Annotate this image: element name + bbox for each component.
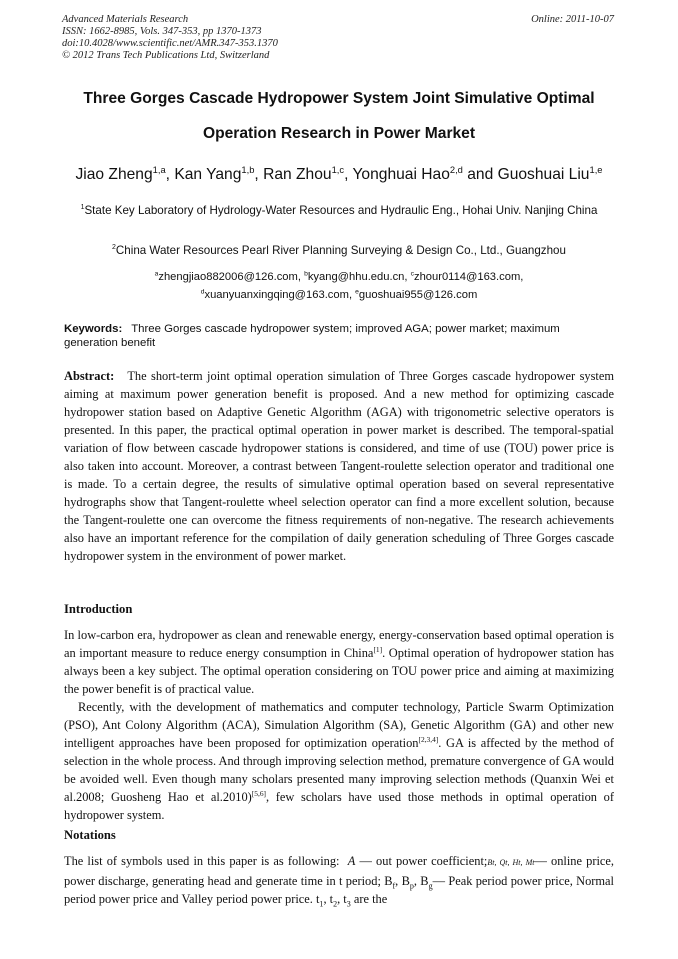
- author-separator: ,: [344, 166, 353, 183]
- author-list: [30, 166, 648, 184]
- notations-heading: Notations: [64, 828, 116, 842]
- email-e[interactable]: guoshuai955@126.com: [358, 289, 478, 301]
- email-d[interactable]: xuanyuanxingqing@163.com,: [204, 289, 353, 301]
- author-affil-mark: 1,b: [241, 164, 255, 175]
- introduction-paragraph-2: Recently, with the development of mathematics and computer technology, Particle Swarm Optimization (PSO), Ant Colony Algorithm (ACA), Simulation Algorithm (SA), Genetic Algorithm (GA) and other new intelligent approaches have been proposed for optimization operation[2,3,4]. GA is affected by the method of selection in the whole process. And through improving selection method, premature convergence of GA would be avoided well. Even though many scholars presented many improving selection methods (Quanxin Wei et al.2008; Guosheng Hao et al.2010)[5,6], few scholars have used those methods in optimal operation of hydropower system.: [64, 700, 614, 822]
- affiliation-2: [62, 242, 616, 260]
- author-name: Kan Yang: [174, 166, 242, 183]
- author-separator: ,: [254, 166, 264, 183]
- author-affil-mark: 1,c: [331, 164, 345, 175]
- notations-paragraph: The list of symbols used in this paper is as following: A — out power coefficient;Bt, Qt, Ht, Mt— online price, power discharge, generating head and generate time in t period; $B_f$, $B_p$, $B_g—$ Peak period power price, Normal period power price and Valley period power price. $t_1$, $t_2$, $t_3$ are the: [64, 854, 614, 909]
- doi-line[interactable]: doi:10.4028/www.scientific.net/AMR.347-353.1370: [62, 38, 278, 49]
- affiliation-text: State Key Laboratory of Hydrology-Water Resources and Hydraulic Eng., Hohai Univ. Nanjing China: [84, 204, 598, 217]
- affiliation-text: China Water Resources Pearl River Planning Surveying & Design Co., Ltd., Guangzhou: [115, 244, 566, 257]
- author-emails: $^a$zhengjiao882006@126.com, $^b$kyang@hhu.edu.cn, $^c$zhour0114@163.com, $^d$xuanyuanxingqing@163.com, $^e$guoshuai955@126.com: [154, 270, 524, 301]
- author-name: Yonghuai Hao: [352, 166, 450, 183]
- citation[interactable]: [2,3,4]: [418, 734, 439, 744]
- keywords-label: Keywords:: [64, 323, 123, 335]
- email-c[interactable]: zhour0114@163.com,: [413, 271, 524, 283]
- author-affil-mark: 1,e: [589, 164, 603, 175]
- author-affil-mark: 2,d: [449, 164, 463, 175]
- author-name: Guoshuai Liu: [497, 166, 590, 183]
- email-a[interactable]: zhengjiao882006@126.com,: [158, 271, 301, 283]
- author-name: Ran Zhou: [263, 166, 332, 183]
- journal-name: Advanced Materials Research: [62, 14, 189, 25]
- introduction-heading: Introduction: [64, 602, 133, 616]
- symbol-a: A: [347, 854, 356, 868]
- introduction-paragraph-1: In low-carbon era, hydropower as clean and renewable energy, energy-conservation based optimal operation is an important measure to reduce energy consumption in China[1]. Optimal operation of hydropower station has always been a key subject. The optimal operation considering on TOU power price and aiming at maximizing the power benefit is of practical value.: [64, 628, 615, 696]
- email-b[interactable]: kyang@hhu.edu.cn,: [307, 271, 408, 283]
- author-affil-mark: 1,a: [152, 164, 166, 175]
- affiliation-mark: 2: [112, 244, 116, 252]
- affiliation-1: [62, 202, 616, 220]
- paper-title-line-2: Operation Research in Power Market: [202, 125, 476, 142]
- keywords-text: Three Gorges cascade hydropower system; improved AGA; power market; maximum generation benefit: [64, 323, 560, 349]
- abstract-text: The short-term joint optimal operation simulation of Three Gorges cascade hydropower system aiming at maximum power generation benefit is proposed. And a new method for optimizing cascade hydropower station based on Adaptive Genetic Algorithm (AGA) with trigonometric selective operators is presented. In this paper, the practical optimal operation in power market is described. The temporal-spatial variation of flow between cascade hydropower stations is considered, and time of use (TOU) power price is also taken into account. Moreover, a contrast between Tangent-roulette selection operator and traditional one is made. To a certain degree, the results of simulative optimal operation based on several representative hydrographs show that Tangent-roulette wheel selection operator can find a more excellent solution, because the Tangent-roulette one can overcome the fitness requirements of non-negative. The research achievements also have an important reference for the compilation of daily generation scheduling of Three Gorges cascade hydropower system in the environment of power market.: [64, 369, 614, 563]
- paper-title-line-1: Three Gorges Cascade Hydropower System Joint Simulative Optimal: [83, 90, 595, 107]
- citation[interactable]: [5,6]: [251, 788, 267, 798]
- author-name: Jiao Zheng: [75, 166, 153, 183]
- journal-header: [62, 14, 614, 62]
- author-separator: and: [462, 166, 498, 183]
- online-date: Online: 2011-10-07: [531, 14, 614, 25]
- abstract-paragraph: [64, 367, 614, 565]
- citation[interactable]: [1]: [373, 644, 383, 654]
- abstract-label: Abstract:: [64, 369, 115, 383]
- affiliation-mark: 1: [80, 204, 85, 212]
- symbol-list: Bt, Qt, Ht, Mt: [487, 858, 535, 867]
- keywords-block: [64, 322, 616, 350]
- issn-line: ISSN: 1662-8985, Vols. 347-353, pp 1370-1373: [62, 26, 262, 37]
- copyright-line: © 2012 Trans Tech Publications Ltd, Switzerland: [62, 50, 270, 61]
- author-separator: ,: [165, 166, 175, 183]
